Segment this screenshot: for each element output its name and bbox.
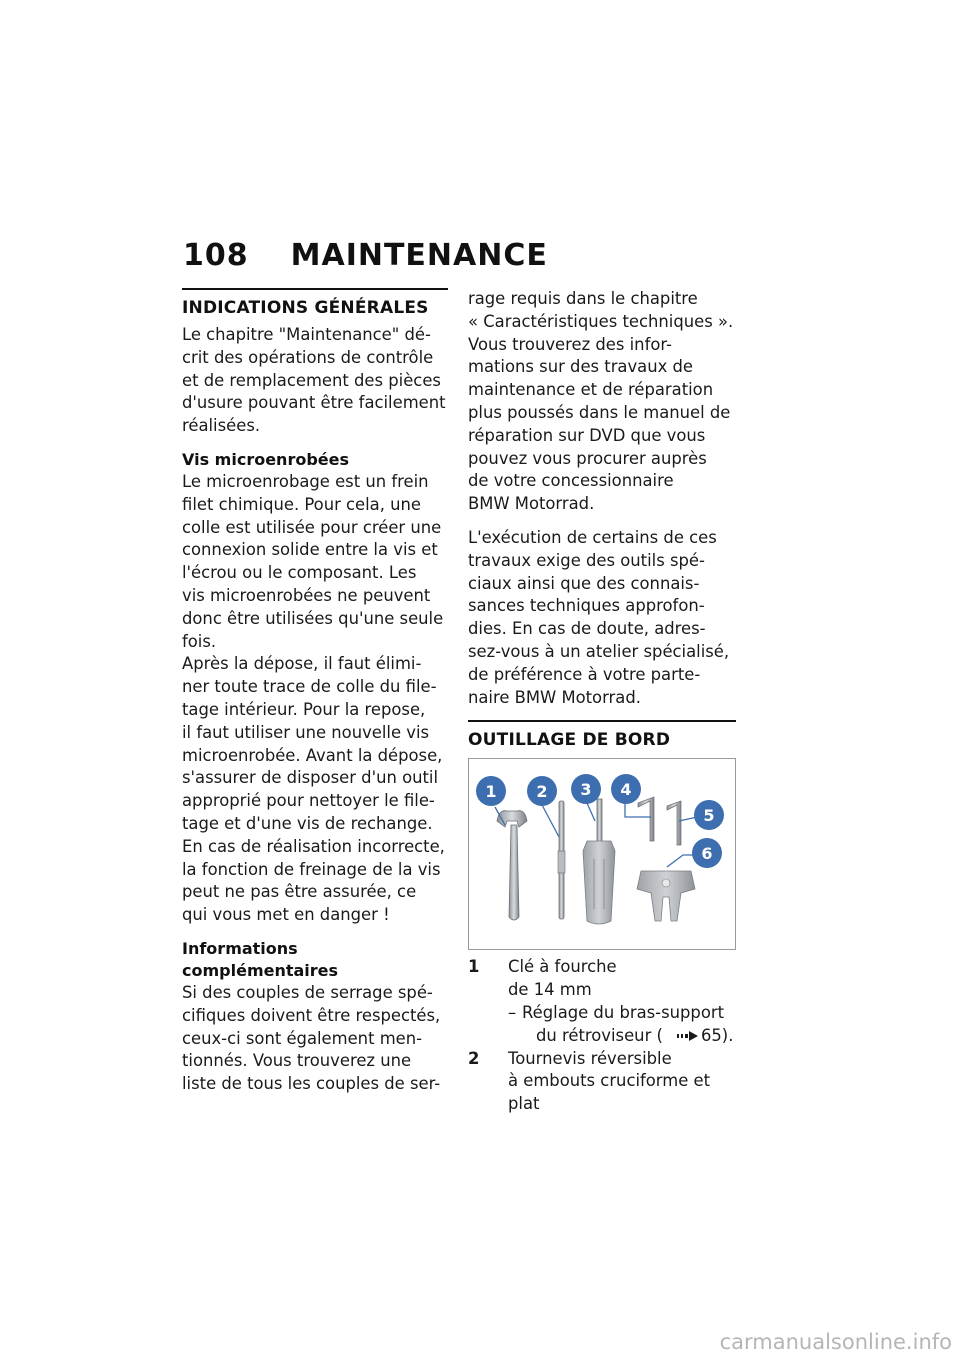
list-item <box>468 956 736 1002</box>
text-line: connexion solide entre la vis et <box>182 540 438 560</box>
marker-6 <box>692 838 722 868</box>
svg-text:2: 2 <box>536 782 548 802</box>
text-line: réalisées. <box>182 416 261 436</box>
left-column <box>182 288 448 1096</box>
text-line: réparation sur DVD que vous <box>468 425 706 445</box>
microencapsulated-paragraph-1 <box>182 471 448 653</box>
svg-text:6: 6 <box>701 844 713 864</box>
spanner-plate-icon <box>637 871 695 921</box>
text-line: s'assurer de disposer d'un outil <box>182 768 439 788</box>
text-line: maintenance et de réparation <box>468 380 714 400</box>
text-line: liste de tous les couples de ser- <box>182 1074 441 1094</box>
text-line: d'usure pouvant être facilement <box>182 393 446 413</box>
item-text: de 14 mm <box>508 980 592 1000</box>
text-line: approprié pour nettoyer le file- <box>182 791 435 811</box>
subsection-title-additional-info: Informations complémentaires <box>182 938 339 980</box>
text-line: rage requis dans le chapitre <box>468 289 698 308</box>
text-line: naire BMW Motorrad. <box>468 687 641 707</box>
text-line: filet chimique. Pour cela, une <box>182 494 422 514</box>
text-line: sances techniques approfon- <box>468 596 705 616</box>
marker-5 <box>694 800 724 830</box>
page-header <box>183 238 548 273</box>
screwdriver-handle-icon <box>583 799 615 924</box>
page-reference-number: 65). <box>700 1025 734 1045</box>
page-reference[interactable]: ( 65). <box>656 1025 734 1045</box>
text-line: crit des opérations de contrôle <box>182 347 434 367</box>
text-line: de votre concessionnaire <box>468 471 674 491</box>
item-text: plat <box>508 1094 540 1114</box>
svg-text:3: 3 <box>580 780 592 800</box>
text-line: fois. <box>182 631 217 651</box>
special-tools-paragraph <box>468 527 736 709</box>
screwdriver-icon <box>558 801 565 919</box>
text-line: il faut utiliser une nouvelle vis <box>182 722 430 742</box>
text-line: ciaux ainsi que des connais- <box>468 573 700 593</box>
text-line: colle est utilisée pour créer une <box>182 517 442 537</box>
text-line: mations sur des travaux de <box>468 357 694 377</box>
marker-1 <box>476 776 506 806</box>
chapter-title: MAINTENANCE <box>290 238 548 273</box>
continued-paragraph <box>468 288 736 516</box>
text-line: Le microenrobage est un frein <box>182 471 429 491</box>
text-line: donc être utilisées qu'une seule <box>182 608 444 628</box>
svg-text:5: 5 <box>703 806 715 826</box>
text-line: « Caractéristiques techniques ». <box>468 311 734 331</box>
list-item <box>468 1048 736 1116</box>
section-title-general: INDICATIONS GÉNÉRALES <box>182 298 429 318</box>
right-column <box>468 288 736 1116</box>
text-line: L'exécution de certains de ces <box>468 527 717 547</box>
page-number: 108 <box>183 238 249 273</box>
section-rule <box>468 720 736 722</box>
text-line: tage et d'une vis de rechange. <box>182 813 433 833</box>
text-line: BMW Motorrad. <box>468 494 595 514</box>
item-text: Tournevis réversible <box>508 1048 672 1068</box>
text-line: vis microenrobées ne peuvent <box>182 585 431 605</box>
text-line: peut ne pas être assurée, ce <box>182 882 417 902</box>
sub-item <box>468 1002 736 1048</box>
text-line: pouvez vous procurer auprès <box>468 448 707 468</box>
text-line: Si des couples de serrage spé- <box>182 982 433 1002</box>
text-line: la fonction de freinage de la vis <box>182 859 441 879</box>
item-text: à embouts cruciforme et <box>508 1071 711 1091</box>
text-line: et de remplacement des pièces <box>182 370 441 390</box>
marker-3 <box>571 774 601 804</box>
dash: – <box>508 1002 517 1022</box>
text-line: plus poussés dans le manuel de <box>468 402 731 422</box>
text-line: qui vous met en danger ! <box>182 905 390 925</box>
toolkit-illustration <box>469 759 735 949</box>
item-number: 1 <box>468 957 480 977</box>
microencapsulated-paragraph-2 <box>182 653 448 927</box>
item-number: 2 <box>468 1048 480 1068</box>
tool-list <box>468 956 736 1116</box>
text-line: tionnés. Vous trouverez une <box>182 1051 412 1071</box>
item-text: Clé à fourche <box>508 957 617 977</box>
text-line: microenrobée. Avant la dépose, <box>182 745 443 765</box>
svg-text:1: 1 <box>485 782 497 802</box>
sub-item-text: du rétroviseur <box>536 1025 652 1045</box>
subsection-title-microencapsulated: Vis microenrobées <box>182 449 350 469</box>
text-line: dies. En cas de doute, adres- <box>468 619 706 639</box>
section-rule <box>182 288 448 290</box>
text-line: En cas de réalisation incorrecte, <box>182 836 445 856</box>
marker-2 <box>527 776 557 806</box>
text-line: Le chapitre "Maintenance" dé- <box>182 325 431 344</box>
page-reference-arrow-icon <box>677 1030 699 1042</box>
text-line: sez-vous à un atelier spécialisé, <box>468 641 730 661</box>
text-line: l'écrou ou le composant. Les <box>182 563 417 583</box>
svg-text:4: 4 <box>620 780 632 800</box>
section-title-onboard-tools: OUTILLAGE DE BORD <box>468 730 671 751</box>
text-line: Après la dépose, il faut élimi- <box>182 654 422 674</box>
sub-item-text: Réglage du bras-support <box>522 1002 725 1022</box>
text-line: de préférence à votre parte- <box>468 664 701 684</box>
additional-info-paragraph <box>182 982 448 1096</box>
text-line: tage intérieur. Pour la repose, <box>182 699 426 719</box>
toolkit-figure <box>468 758 736 950</box>
text-line: travaux exige des outils spé- <box>468 550 705 570</box>
watermark: carmanualsonline.info <box>719 1330 952 1354</box>
wrench-icon <box>497 811 527 920</box>
text-line: ceux-ci sont également men- <box>182 1028 423 1048</box>
marker-4 <box>611 774 641 804</box>
text-line: Vous trouverez des infor- <box>468 334 672 354</box>
general-paragraph <box>182 324 448 438</box>
text-line: cifiques doivent être respectés, <box>182 1005 441 1025</box>
hex-key-icon <box>638 797 681 845</box>
text-line: ner toute trace de colle du file- <box>182 677 437 697</box>
